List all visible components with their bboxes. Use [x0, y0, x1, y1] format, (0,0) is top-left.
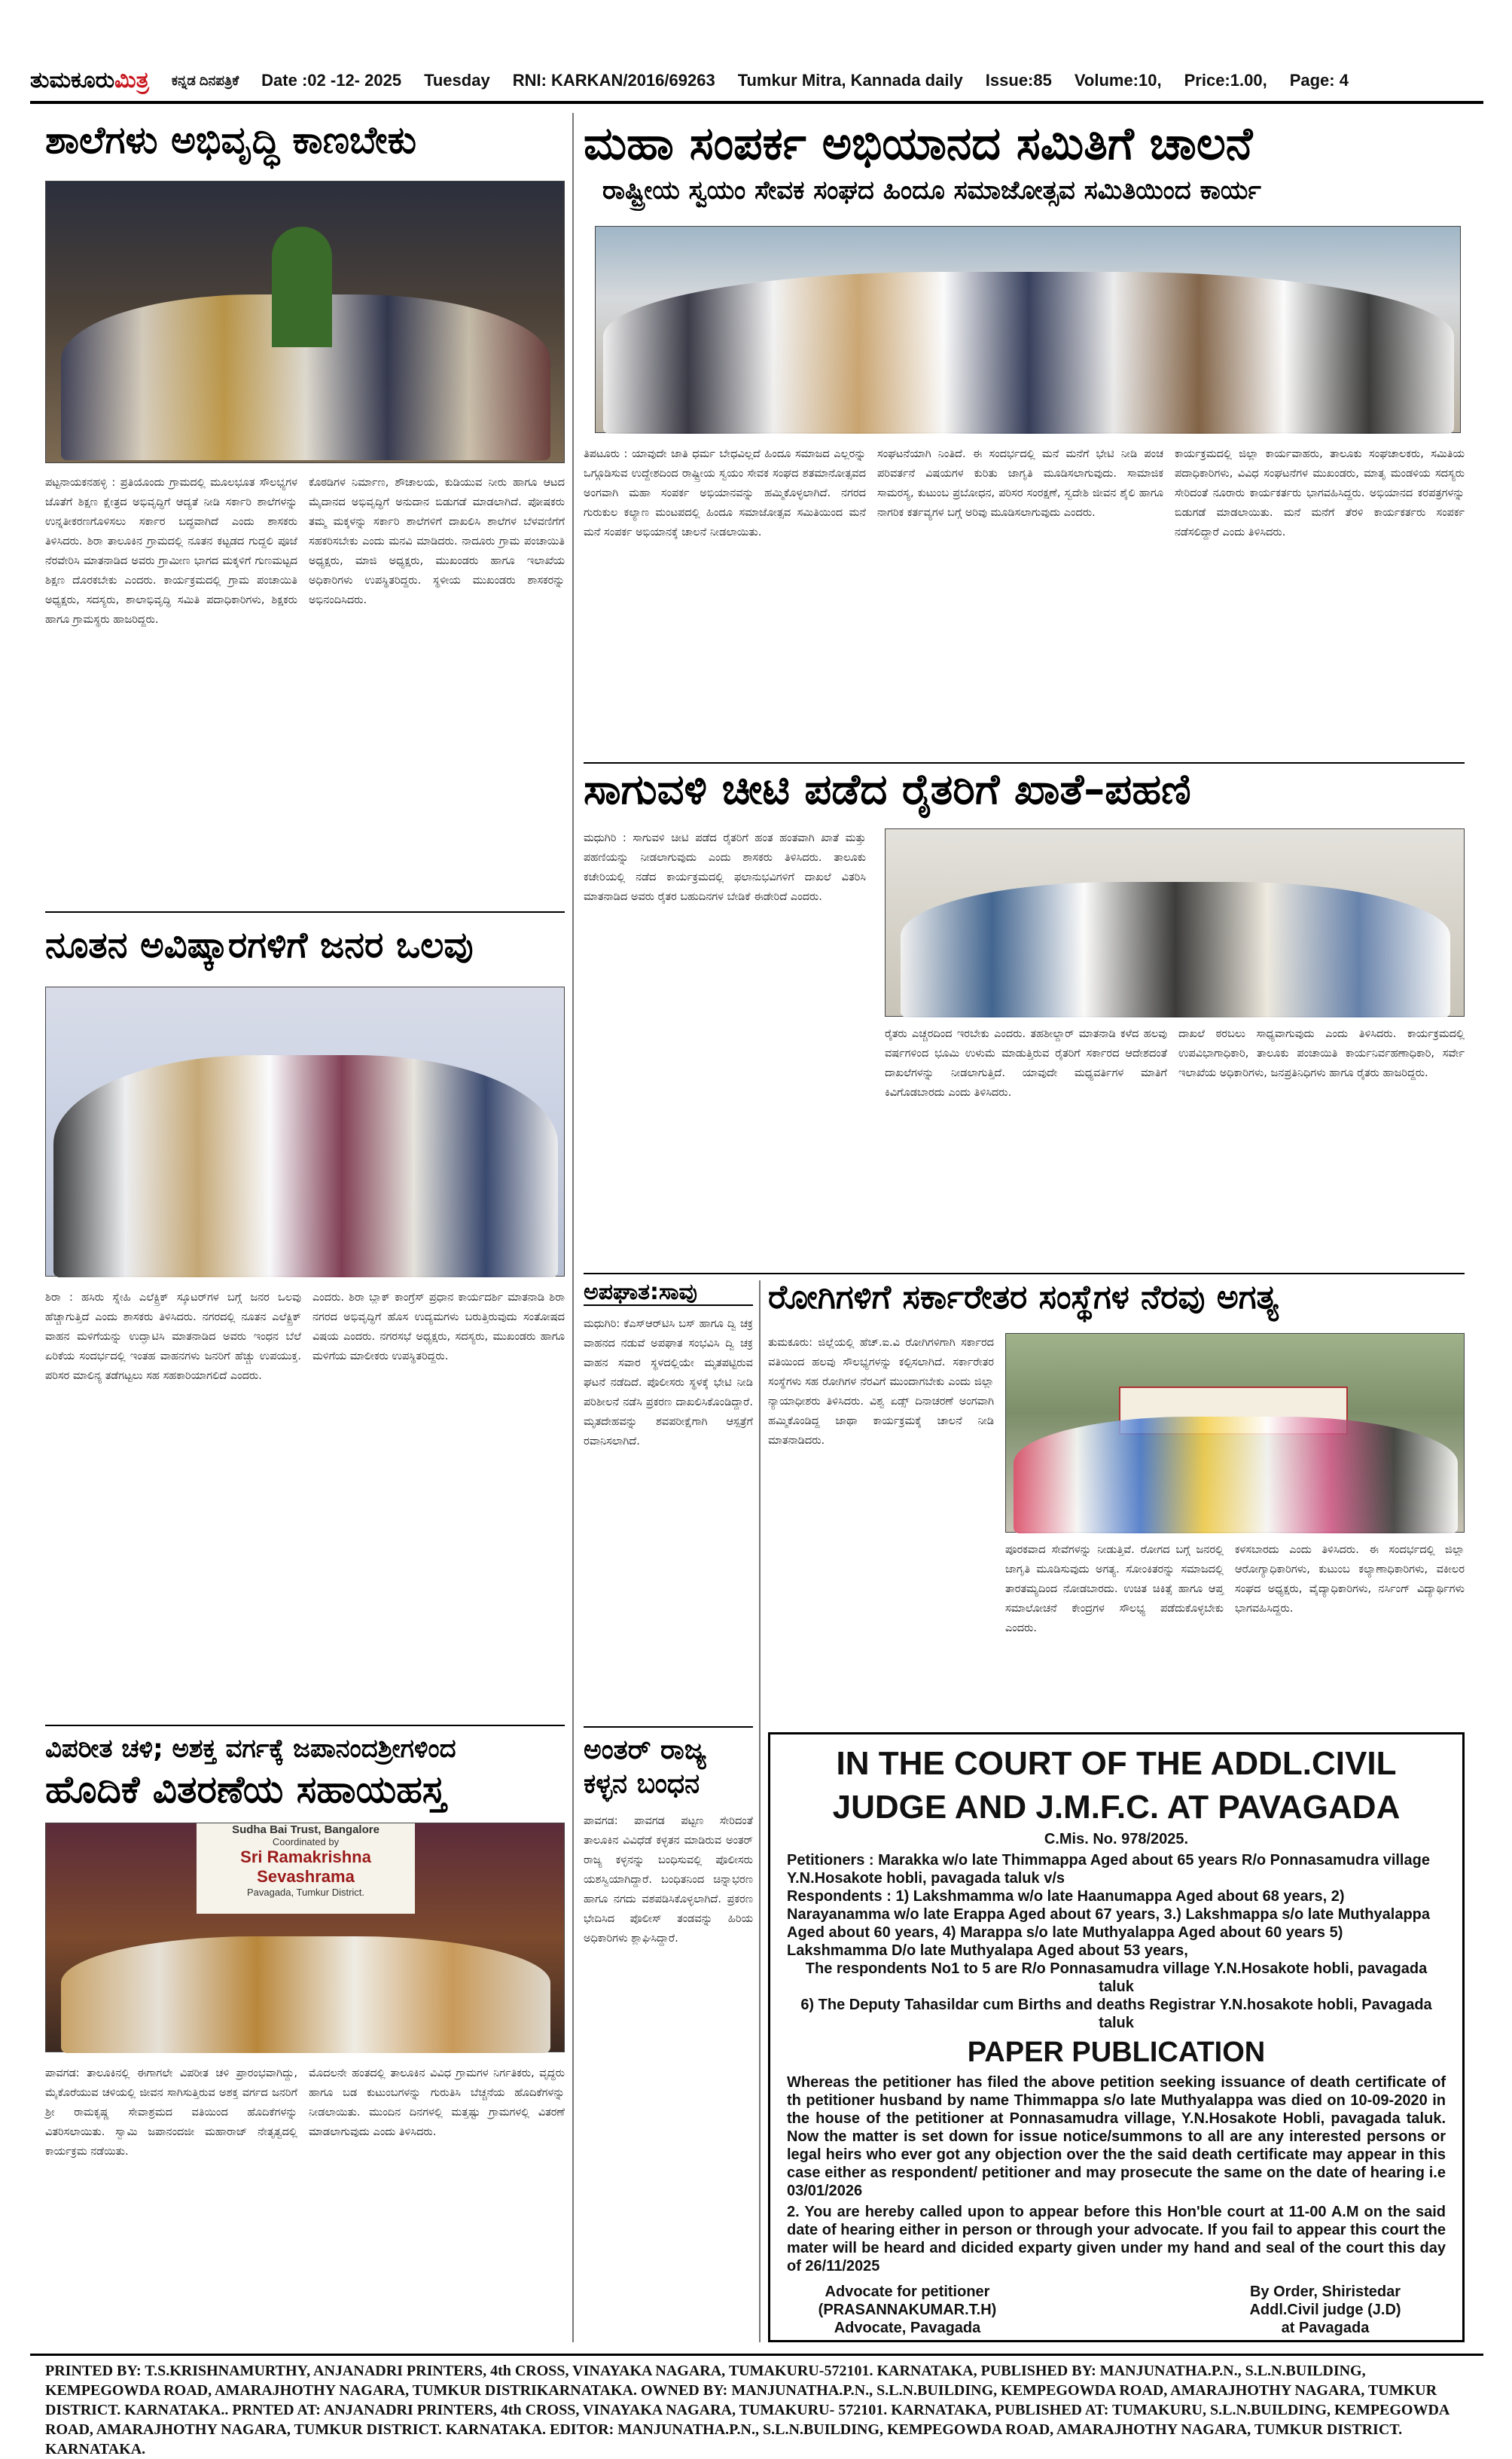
schools-col2: ಕೊಠಡಿಗಳ ನಿರ್ಮಾಣ, ಶೌಚಾಲಯ, ಕುಡಿಯುವ ನೀರು ಹಾಗೂ ಆಟದ ಮೈದಾನದ ಅಭಿವೃದ್ಧಿಗೆ ಅನುದಾನ ಬಿಡುಗಡೆ ಮಾಡಲಾಗಿದೆ. ಪೋಷಕರು ತಮ್ಮ ಮಕ್ಕಳನ್ನು ಸರ್ಕಾರಿ ಶಾಲೆಗಳಿಗೆ ದಾಖಲಿಸಿ ಶಾಲೆಗಳ ಬೆಳವಣಿಗೆಗೆ ಸಹಕರಿಸಬೇಕು ಎಂದು ಮನವಿ ಮಾಡಿದರು. ನಾದೂರು ಗ್ರಾಮ ಪಂಚಾಯಿತಿ ಅಧ್ಯಕ್ಷರು, ಮಾಜಿ ಅಧ್ಯಕ್ಷರು, ಮುಖಂಡರು ಹಾಗೂ ಇಲಾಖೆಯ ಅಧಿಕಾರಿಗಳು ಉಪಸ್ಥಿತರಿದ್ದರು. ಸ್ಥಳೀಯ ಮುಖಂಡರು ಶಾಸಕರನ್ನು ಅಭಿನಂದಿಸಿದರು.	[309, 477, 565, 606]
order-signature	[1205, 2283, 1446, 2337]
innovation-photo	[45, 987, 565, 1277]
advocate-label: Advocate for petitioner	[825, 2284, 990, 2300]
issue-number: Issue:85	[985, 71, 1052, 90]
schools-headline: ಶಾಲೆಗಳು ಅಭಿವೃದ್ಧಿ ಕಾಣಬೇಕು	[45, 118, 416, 162]
patients-headline: ರೋಗಿಗಳಿಗೆ ಸರ್ಕಾರೇತರ ಸಂಸ್ಥೆಗಳ ನೆರವು ಅಗತ್ಯ	[768, 1278, 1279, 1316]
divider-left-1	[45, 911, 565, 913]
masthead-rule	[30, 101, 1483, 104]
rni-number: RNI: KARKAN/2016/69263	[512, 71, 715, 90]
price: Price:1.00,	[1184, 71, 1267, 90]
issue-date: Date :02 -12- 2025	[261, 71, 402, 90]
land-col2: ರೈತರು ಎಚ್ಚರದಿಂದ ಇರಬೇಕು ಎಂದರು. ತಹಶೀಲ್ದಾರ್ ಮಾತನಾಡಿ ಕಳೆದ ಹಲವು ವರ್ಷಗಳಿಂದ ಭೂಮಿ ಉಳುಮೆ ಮಾಡುತ್ತಿರುವ ರೈತರಿಗೆ ಸರ್ಕಾರದ ಆದೇಶದಂತೆ ದಾಖಲೆಗಳನ್ನು ನೀಡಲಾಗುತ್ತಿದೆ. ಯಾವುದೇ ಮಧ್ಯವರ್ತಿಗಳ ಮಾತಿಗೆ ಕಿವಿಗೊಡಬಾರದು ಎಂದು ತಿಳಿಸಿದರು.	[885, 1028, 1167, 1099]
divider-right-1	[584, 762, 1465, 764]
order-place: at Pavagada	[1281, 2320, 1370, 2336]
paper-name: Tumkur Mitra, Kannada daily	[737, 71, 963, 90]
footer-rule	[30, 2354, 1483, 2356]
rss-photo	[595, 226, 1461, 433]
blankets-col1: ಪಾವಗಡ: ತಾಲೂಕಿನಲ್ಲಿ ಈಗಾಗಲೇ ವಿಪರೀತ ಚಳಿ ಪ್ರಾರಂಭವಾಗಿದ್ದು, ಮೈಕೊರೆಯುವ ಚಳಿಯಲ್ಲಿ ಜೀವನ ಸಾಗಿಸುತ್ತಿರುವ ಅಶಕ್ತ ವರ್ಗದ ಜನರಿಗೆ ಶ್ರೀ ರಾಮಕೃಷ್ಣ ಸೇವಾಶ್ರಮದ ವತಿಯಿಂದ ಹೊದಿಕೆಗಳನ್ನು ವಿತರಿಸಲಾಯಿತು. ಸ್ವಾಮಿ ಜಪಾನಂದಜೀ ಮಹಾರಾಜ್ ನೇತೃತ್ವದಲ್ಲಿ ಕಾರ್ಯಕ್ರಮ ನಡೆಯಿತು.	[45, 2067, 297, 2158]
patients-col2: ಪೂರಕವಾದ ಸೇವೆಗಳನ್ನು ನೀಡುತ್ತಿವೆ. ರೋಗದ ಬಗ್ಗೆ ಜನರಲ್ಲಿ ಜಾಗೃತಿ ಮೂಡಿಸುವುದು ಅಗತ್ಯ. ಸೋಂಕಿತರನ್ನು ಸಮಾಜದಲ್ಲಿ ತಾರತಮ್ಯದಿಂದ ನೋಡಬಾರದು. ಉಚಿತ ಚಿಕಿತ್ಸೆ ಹಾಗೂ ಆಪ್ತ ಸಮಾಲೋಚನೆ ಕೇಂದ್ರಗಳ ಸೌಲಭ್ಯ ಪಡೆದುಕೊಳ್ಳಬೇಕು ಎಂದರು.	[1005, 1544, 1224, 1634]
schools-col1: ಪಟ್ಟನಾಯಕನಹಳ್ಳಿ : ಪ್ರತಿಯೊಂದು ಗ್ರಾಮದಲ್ಲಿ ಮೂಲಭೂತ ಸೌಲಭ್ಯಗಳ ಜೊತೆಗೆ ಶಿಕ್ಷಣ ಕ್ಷೇತ್ರದ ಅಭಿವೃದ್ಧಿಗೆ ಆದ್ಯತೆ ನೀಡಿ ಸರ್ಕಾರಿ ಶಾಲೆಗಳನ್ನು ಉನ್ನತೀಕರಣಗೊಳಿಸಲು ಸರ್ಕಾರ ಬದ್ಧವಾಗಿದೆ ಎಂದು ಶಾಸಕರು ತಿಳಿಸಿದರು. ಶಿರಾ ತಾಲೂಕಿನ ಗ್ರಾಮದಲ್ಲಿ ನೂತನ ಕಟ್ಟಡದ ಗುದ್ದಲಿ ಪೂಜೆ ನೆರವೇರಿಸಿ ಮಾತನಾಡಿದ ಅವರು ಗ್ರಾಮೀಣ ಭಾಗದ ಮಕ್ಕಳಿಗೆ ಗುಣಮಟ್ಟದ ಶಿಕ್ಷಣ ದೊರಕಬೇಕು ಎಂದರು. ಕಾರ್ಯಕ್ರಮದಲ್ಲಿ ಗ್ರಾಮ ಪಂಚಾಯಿತಿ ಅಧ್ಯಕ್ಷರು, ಸದಸ್ಯರು, ಶಾಲಾಭಿವೃದ್ಧಿ ಸಮಿತಿ ಪದಾಧಿಕಾರಿಗಳು, ಶಿಕ್ಷಕರು ಹಾಗೂ ಗ್ರಾಮಸ್ಥರು ಹಾಜರಿದ್ದರು.	[45, 477, 297, 626]
logo-part2: ಮಿತ್ರ	[114, 68, 149, 93]
page-number: Page: 4	[1289, 71, 1349, 90]
land-col1: ಮಧುಗಿರಿ : ಸಾಗುವಳಿ ಚೀಟಿ ಪಡೆದ ರೈತರಿಗೆ ಹಂತ ಹಂತವಾಗಿ ಖಾತೆ ಮತ್ತು ಪಹಣಿಯನ್ನು ನೀಡಲಾಗುವುದು ಎಂದು ಶಾಸಕರು ತಿಳಿಸಿದರು. ತಾಲೂಕು ಕಚೇರಿಯಲ್ಲಿ ನಡೆದ ಕಾರ್ಯಕ್ರಮದಲ್ಲಿ ಫಲಾನುಭವಿಗಳಿಗೆ ದಾಖಲೆ ವಿತರಿಸಿ ಮಾತನಾಡಿದ ಅವರು ರೈತರ ಬಹುದಿನಗಳ ಬೇಡಿಕೆ ಈಡೇರಿದೆ ಎಂದರು.	[584, 832, 866, 903]
theft-headline-line1: ಅಂತರ್ ರಾಜ್ಯ	[584, 1734, 706, 1765]
rss-headline: ಮಹಾ ಸಂಪರ್ಕ ಅಭಿಯಾನದ ಸಮಿತಿಗೆ ಚಾಲನೆ	[584, 117, 1253, 170]
innovation-col1: ಶಿರಾ : ಹಸಿರು ಸ್ನೇಹಿ ಎಲೆಕ್ಟ್ರಿಕ್ ಸ್ಕೂಟರ್‌ಗಳ ಬಗ್ಗೆ ಜನರ ಒಲವು ಹೆಚ್ಚಾಗುತ್ತಿದೆ ಎಂದು ಶಾಸಕರು ತಿಳಿಸಿದರು. ನಗರದಲ್ಲಿ ನೂತನ ಎಲೆಕ್ಟ್ರಿಕ್ ವಾಹನ ಮಳಿಗೆಯನ್ನು ಉದ್ಘಾಟಿಸಿ ಮಾತನಾಡಿದ ಅವರು ಇಂಧನ ಬೆಲೆ ಏರಿಕೆಯ ಸಂದರ್ಭದಲ್ಲಿ ಇಂತಹ ವಾಹನಗಳು ಜನರಿಗೆ ಹೆಚ್ಚು ಉಪಯುಕ್ತ. ಪರಿಸರ ಮಾಲಿನ್ಯ ತಡೆಗಟ್ಟಲು ಸಹ ಸಹಕಾರಿಯಾಗಲಿದೆ ಎಂದರು.	[45, 1292, 301, 1382]
court-title-line1: IN THE COURT OF THE ADDL.CIVIL	[836, 1745, 1397, 1782]
petitioners: Petitioners : Marakka w/o late Thimmappa Aged about 65 years R/o Ponnasamudra village Y.N.Hosakote hobli, pavagada taluk v/s	[787, 1852, 1430, 1887]
court-title-line2: JUDGE AND J.M.F.C. AT PAVAGADA	[832, 1789, 1401, 1826]
advocate-place: Advocate, Pavagada	[834, 2320, 981, 2336]
issue-day: Tuesday	[424, 71, 490, 90]
land-photo	[885, 828, 1465, 1017]
tagline: ಕನ್ನಡ ದಿನಪತ್ರಿಕೆ	[171, 72, 239, 88]
logo-part1: ತುಮಕೂರು	[30, 68, 115, 93]
rss-subhead: ರಾಷ್ಟ್ರೀಯ ಸ್ವಯಂ ಸೇವಕ ಸಂಘದ ಹಿಂದೂ ಸಮಾಜೋತ್ಸವ ಸಮಿತಿಯಿಂದ ಕಾರ್ಯ	[602, 175, 1261, 206]
land-headline: ಸಾಗುವಳಿ ಚೀಟಿ ಪಡೆದ ರೈತರಿಗೆ ಖಾತೆ–ಪಹಣಿ	[584, 765, 1191, 814]
patients-col1: ತುಮಕೂರು: ಜಿಲ್ಲೆಯಲ್ಲಿ ಹೆಚ್.ಐ.ವಿ ರೋಗಿಗಳಿಗಾಗಿ ಸರ್ಕಾರದ ವತಿಯಿಂದ ಹಲವು ಸೌಲಭ್ಯಗಳನ್ನು ಕಲ್ಪಿಸಲಾಗಿದೆ. ಸರ್ಕಾರೇತರ ಸಂಸ್ಥೆಗಳು ಸಹ ರೋಗಿಗಳ ನೆರವಿಗೆ ಮುಂದಾಗಬೇಕು ಎಂದು ಜಿಲ್ಲಾ ನ್ಯಾಯಾಧೀಶರು ತಿಳಿಸಿದರು. ವಿಶ್ವ ಏಡ್ಸ್ ದಿನಾಚರಣೆ ಅಂಗವಾಗಿ ಹಮ್ಮಿಕೊಂಡಿದ್ದ ಜಾಥಾ ಕಾರ್ಯಕ್ರಮಕ್ಕೆ ಚಾಲನೆ ನೀಡಿ ಮಾತನಾಡಿದರು.	[768, 1337, 994, 1447]
patients-col3: ಕಳಸಬಾರದು ಎಂದು ತಿಳಿಸಿದರು. ಈ ಸಂದರ್ಭದಲ್ಲಿ ಜಿಲ್ಲಾ ಆರೋಗ್ಯಾಧಿಕಾರಿಗಳು, ಕುಟುಂಬ ಕಲ್ಯಾಣಾಧಿಕಾರಿಗಳು, ವಕೀಲರ ಸಂಘದ ಅಧ್ಯಕ್ಷರು, ವೈದ್ಯಾಧಿಕಾರಿಗಳು, ನರ್ಸಿಂಗ್ ವಿದ್ಯಾರ್ಥಿಗಳು ಭಾಗವಹಿಸಿದ್ದರು.	[1235, 1544, 1465, 1615]
innovation-headline: ನೂತನ ಅವಿಷ್ಕಾರಗಳಿಗೆ ಜನರ ಒಲವು	[45, 924, 474, 966]
respondents-note: The respondents No1 to 5 are R/o Ponnasamudra village Y.N.Hosakote hobli, pavagada taluk	[805, 1960, 1428, 1995]
respondents: Respondents : 1) Lakshmamma w/o late Haanumappa Aged about 68 years, 2) Narayanamma w/o late Erappa Aged about 67 years, 3.) Lakshmappa s/o late Muthyalappa Aged about 60 years, 4) Marappa s/o late Muthyalappa Aged about 60 years 5) Lakshmamma D/o late Muthyalapa Aged about 53 years,	[787, 1888, 1430, 1959]
masthead	[30, 63, 1483, 98]
court-notice	[768, 1732, 1465, 2342]
rss-col2: ಸಂಘಟನೆಯಾಗಿ ನಿಂತಿದೆ. ಈ ಸಂದರ್ಭದಲ್ಲಿ ಮನೆ ಮನೆಗೆ ಭೇಟಿ ನೀಡಿ ಪಂಚ ಪರಿವರ್ತನೆ ವಿಷಯಗಳ ಕುರಿತು ಜಾಗೃತಿ ಮೂಡಿಸಲಾಗುವುದು. ಸಾಮಾಜಿಕ ಸಾಮರಸ್ಯ, ಕುಟುಂಬ ಪ್ರಬೋಧನ, ಪರಿಸರ ಸಂರಕ್ಷಣೆ, ಸ್ವದೇಶಿ ಜೀವನ ಶೈಲಿ ಹಾಗೂ ನಾಗರಿಕ ಕರ್ತವ್ಯಗಳ ಬಗ್ಗೆ ಅರಿವು ಮೂಡಿಸಲಾಗುವುದು ಎಂದರು.	[877, 448, 1163, 519]
accident-body: ಮಧುಗಿರಿ: ಕೆಎಸ್‌ಆರ್‌ಟಿಸಿ ಬಸ್ ಹಾಗೂ ದ್ವಿ ಚಕ್ರ ವಾಹನದ ನಡುವೆ ಅಪಘಾತ ಸಂಭವಿಸಿ ದ್ವಿ ಚಕ್ರ ವಾಹನ ಸವಾರ ಸ್ಥಳದಲ್ಲಿಯೇ ಮೃತಪಟ್ಟಿರುವ ಘಟನೆ ನಡೆದಿದೆ. ಪೊಲೀಸರು ಸ್ಥಳಕ್ಕೆ ಭೇಟಿ ನೀಡಿ ಪರಿಶೀಲನೆ ನಡೆಸಿ ಪ್ರಕರಣ ದಾಖಲಿಸಿಕೊಂಡಿದ್ದಾರೆ. ಮೃತದೇಹವನ್ನು ಶವಪರೀಕ್ಷೆಗಾಗಿ ಆಸ್ಪತ್ರೆಗೆ ರವಾನಿಸಲಾಗಿದೆ.	[584, 1318, 753, 1448]
volume: Volume:10,	[1074, 71, 1162, 90]
banner-line3: Sri Ramakrishna Sevashrama	[240, 1847, 371, 1886]
theft-body: ಪಾವಗಡ: ಪಾವಗಡ ಪಟ್ಟಣ ಸೇರಿದಂತೆ ತಾಲೂಕಿನ ವಿವಿಧೆಡೆ ಕಳ್ಳತನ ಮಾಡಿರುವ ಅಂತರ್ ರಾಜ್ಯ ಕಳ್ಳನನ್ನು ಬಂಧಿಸುವಲ್ಲಿ ಪೊಲೀಸರು ಯಶಸ್ವಿಯಾಗಿದ್ದಾರೆ. ಬಂಧಿತನಿಂದ ಚಿನ್ನಾಭರಣ ಹಾಗೂ ನಗದು ವಶಪಡಿಸಿಕೊಳ್ಳಲಾಗಿದೆ. ಪ್ರಕರಣ ಭೇದಿಸಿದ ಪೊಲೀಸ್ ತಂಡವನ್ನು ಹಿರಿಯ ಅಧಿಕಾರಿಗಳು ಶ್ಲಾಘಿಸಿದ್ದಾರೆ.	[584, 1815, 753, 1945]
photo-banner	[197, 1823, 415, 1914]
banner-line4: Pavagada, Tumkur District.	[246, 1887, 365, 1898]
order-name: Addl.Civil judge (J.D)	[1249, 2302, 1401, 2318]
innovation-col2: ಎಂದರು. ಶಿರಾ ಬ್ಲಾಕ್ ಕಾಂಗ್ರೆಸ್ ಪ್ರಧಾನ ಕಾರ್ಯದರ್ಶಿ ಮಾತನಾಡಿ ಶಿರಾ ನಗರದ ಅಭಿವೃದ್ಧಿಗೆ ಹೊಸ ಉದ್ಯಮಗಳು ಬರುತ್ತಿರುವುದು ಸಂತೋಷದ ವಿಷಯ ಎಂದರು. ನಗರಸಭೆ ಅಧ್ಯಕ್ಷರು, ಸದಸ್ಯರು, ಮುಖಂಡರು ಹಾಗೂ ಮಳಿಗೆಯ ಮಾಲೀಕರು ಉಪಸ್ಥಿತರಿದ್ದರು.	[312, 1292, 565, 1362]
publication-title: PAPER PUBLICATION	[967, 2036, 1266, 2068]
accident-headline: ಅಪಘಾತ:ಸಾವು	[584, 1280, 753, 1306]
blankets-photo	[45, 1823, 565, 2052]
theft-headline-line2: ಕಳ್ಳನ ಬಂಧನ	[584, 1768, 700, 1799]
order-label: By Order, Shiristedar	[1249, 2284, 1401, 2300]
blankets-headline-line1: ವಿಪರೀತ ಚಳಿ; ಅಶಕ್ತ ವರ್ಗಕ್ಕೆ ಜಪಾನಂದಶ್ರೀಗಳಿಂದ	[45, 1734, 456, 1764]
banner-line2: Coordinated by	[272, 1836, 340, 1847]
divider-theft	[584, 1726, 753, 1728]
divider-right-2	[584, 1273, 1465, 1274]
case-number: C.Mis. No. 978/2025.	[1044, 1831, 1189, 1847]
blankets-headline-line2: ಹೊದಿಕೆ ವಿತರಣೆಯ ಸಹಾಯಹಸ್ತ	[45, 1768, 446, 1811]
advocate-signature	[787, 2283, 1028, 2337]
notice-para2: 2. You are hereby called upon to appear before this Hon'ble court at 11-00 A.M on the said date of hearing either in person or through your advocate. If you fail to appear this court the mater will be heard and dicided exparty given under my hand and seal of the court this day of 26/11/2025	[787, 2204, 1446, 2274]
land-col3: ದಾಖಲೆ ಠರಬಲು ಸಾಧ್ಯವಾಗುವುದು ಎಂದು ತಿಳಿಸಿದರು. ಕಾರ್ಯಕ್ರಮದಲ್ಲಿ ಉಪವಿಭಾಗಾಧಿಕಾರಿ, ತಾಲೂಕು ಪಂಚಾಯಿತಿ ಕಾರ್ಯನಿರ್ವಹಣಾಧಿಕಾರಿ, ಸರ್ವೇ ಇಲಾಖೆಯ ಅಧಿಕಾರಿಗಳು, ಜನಪ್ರತಿನಿಧಿಗಳು ಹಾಗೂ ರೈತರು ಹಾಜರಿದ್ದರು.	[1178, 1028, 1465, 1079]
accident-divider	[759, 1280, 761, 2342]
blankets-col2: ಮೊದಲನೇ ಹಂತದಲ್ಲಿ ತಾಲೂಕಿನ ವಿವಿಧ ಗ್ರಾಮಗಳ ನಿರ್ಗತಿಕರು, ವೃದ್ಧರು ಹಾಗೂ ಬಡ ಕುಟುಂಬಗಳನ್ನು ಗುರುತಿಸಿ ಬೆಚ್ಚನೆಯ ಹೊದಿಕೆಗಳನ್ನು ನೀಡಲಾಯಿತು. ಮುಂದಿನ ದಿನಗಳಲ್ಲಿ ಮತ್ತಷ್ಟು ಗ್ರಾಮಗಳಲ್ಲಿ ವಿತರಣೆ ಮಾಡಲಾಗುವುದು ಎಂದು ತಿಳಿಸಿದರು.	[309, 2067, 565, 2138]
rss-col3: ಕಾರ್ಯಕ್ರಮದಲ್ಲಿ ಜಿಲ್ಲಾ ಕಾರ್ಯವಾಹರು, ತಾಲೂಕು ಸಂಘಚಾಲಕರು, ಸಮಿತಿಯ ಪದಾಧಿಕಾರಿಗಳು, ವಿವಿಧ ಸಂಘಟನೆಗಳ ಮುಖಂಡರು, ಮಾತೃ ಮಂಡಳಿಯ ಸದಸ್ಯರು ಸೇರಿದಂತೆ ನೂರಾರು ಕಾರ್ಯಕರ್ತರು ಭಾಗವಹಿಸಿದ್ದರು. ಅಭಿಯಾನದ ಕರಪತ್ರಗಳನ್ನು ಬಿಡುಗಡೆ ಮಾಡಲಾಯಿತು. ಮನೆ ಮನೆಗೆ ತೆರಳಿ ಕಾರ್ಯಕರ್ತರು ಸಂಪರ್ಕ ನಡೆಸಲಿದ್ದಾರೆ ಎಂದು ತಿಳಿಸಿದರು.	[1175, 448, 1465, 538]
respondent-6: 6) The Deputy Tahasildar cum Births and deaths Registrar Y.N.hosakote hobli, Pavagada taluk	[800, 1997, 1432, 2031]
main-column-divider	[572, 113, 574, 2342]
rss-col1: ತಿಪಟೂರು : ಯಾವುದೇ ಜಾತಿ ಧರ್ಮ ಬೇಧವಿಲ್ಲದೆ ಹಿಂದೂ ಸಮಾಜದ ಎಲ್ಲರನ್ನು ಒಗ್ಗೂಡಿಸುವ ಉದ್ದೇಶದಿಂದ ರಾಷ್ಟ್ರೀಯ ಸ್ವಯಂ ಸೇವಕ ಸಂಘದ ಶತಮಾನೋತ್ಸವದ ಅಂಗವಾಗಿ ಮಹಾ ಸಂಪರ್ಕ ಅಭಿಯಾನವನ್ನು ಹಮ್ಮಿಕೊಳ್ಳಲಾಗಿದೆ. ನಗರದ ಗುರುಕುಲ ಕಲ್ಯಾಣ ಮಂಟಪದಲ್ಲಿ ಹಿಂದೂ ಸಮಾಜೋತ್ಸವ ಸಮಿತಿಯಿಂದ ಮನೆ ಮನೆ ಸಂಪರ್ಕ ಅಭಿಯಾನಕ್ಕೆ ಚಾಲನೆ ನೀಡಲಾಯಿತು.	[584, 448, 866, 538]
advocate-name: (PRASANNAKUMAR.T.H)	[818, 2302, 997, 2318]
schools-photo	[45, 181, 565, 463]
notice-para1: Whereas the petitioner has filed the above petition seeking issuance of death certificate of th petitioner husband by name Thimmappa s/o late Muthyalappa was died on 10-09-2020 in the house of the petitioner at Ponnasamudra village, Y.N.Hosakote Hobli, pavagada taluk. Now the matter is set down for issue notice/summons to all are any interested persons or legal heirs who ever got any objection over the the said death certificate may appear in this case either as respondent/ petitioner and may prosecute the same on the date of hearing i.e 03/01/2026	[787, 2074, 1446, 2199]
newspaper-logo	[30, 68, 149, 93]
banner-line1: Sudha Bai Trust, Bangalore	[232, 1823, 380, 1836]
imprint-footer: PRINTED BY: T.S.KRISHNAMURTHY, ANJANADRI PRINTERS, 4th CROSS, VINAYAKA NAGARA, TUMAKURU-572101. KARNATAKA, PUBLISHED BY: MANJUNATHA.P.N., S.L.N.BUILDING, KEMPEGOWDA ROAD, AMARAJHOTHY NAGARA, TUMKUR DISTRIKARNATAKA. OWNED BY: MANJUNATHA.P.N., S.L.N.BUILDING, KEMPEGOWDA ROAD, AMARAJHOTHY NAGARA, TUMKUR DISTRICT. KARNATAKA.. PRNTED AT: ANJANADRI PRINTERS, 4th CROSS, VINAYAKA NAGARA, TUMAKURU- 572101. KARNATAKA, PUBLISHED AT: TUMAKURU, S.L.N.BUILDING, KEMPEGOWDA ROAD, AMARAJHOTHY NAGARA, TUMKUR DISTRICT. KARNATAKA. EDITOR: MANJUNATHA.P.N., S.L.N.BUILDING, KEMPEGOWDA ROAD, AMARAJHOTHY NAGARA, TUMKUR DISTRICT. KARNATAKA.	[45, 2363, 1450, 2457]
divider-left-2	[45, 1725, 565, 1726]
patients-photo	[1005, 1333, 1465, 1533]
